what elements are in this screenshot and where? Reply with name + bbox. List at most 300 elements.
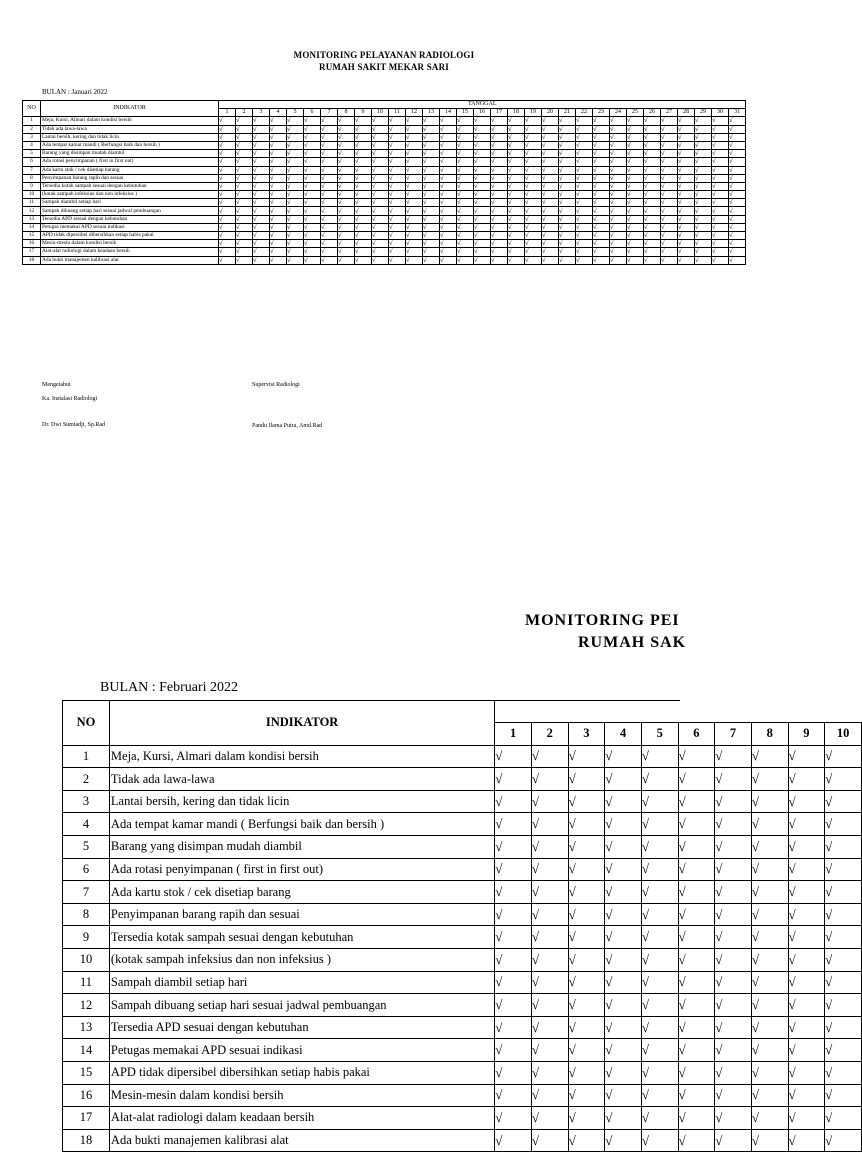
check-cell: √ xyxy=(474,199,491,207)
indicator-text: Sampah dibuang setiap hari sesuai jadwal pembuangan xyxy=(41,207,219,215)
check-cell: √ xyxy=(610,232,627,240)
check-cell: √ xyxy=(661,133,678,141)
check-cell: √ xyxy=(508,158,525,166)
check-cell: √ xyxy=(610,125,627,133)
check-cell: √ xyxy=(389,174,406,182)
check-cell: √ xyxy=(788,994,825,1017)
check-cell: √ xyxy=(287,191,304,199)
check-cell: √ xyxy=(715,971,752,994)
check-cell: √ xyxy=(542,133,559,141)
check-cell: √ xyxy=(712,182,729,190)
check-cell: √ xyxy=(531,790,568,813)
page-title-line2: RUMAH SAKIT MEKAR SARI xyxy=(319,62,449,72)
check-cell: √ xyxy=(542,191,559,199)
check-cell: √ xyxy=(605,1129,642,1152)
check-cell: √ xyxy=(372,133,389,141)
check-cell: √ xyxy=(678,1107,715,1130)
check-cell: √ xyxy=(678,248,695,256)
check-cell: √ xyxy=(525,240,542,248)
check-cell: √ xyxy=(270,207,287,215)
check-cell: √ xyxy=(751,1084,788,1107)
row-number: 3 xyxy=(63,790,110,813)
check-cell: √ xyxy=(825,1129,862,1152)
check-cell: √ xyxy=(495,1016,532,1039)
check-cell: √ xyxy=(593,232,610,240)
check-cell: √ xyxy=(457,199,474,207)
check-cell: √ xyxy=(729,182,746,190)
check-cell: √ xyxy=(644,232,661,240)
row-number: 10 xyxy=(23,191,41,199)
check-cell: √ xyxy=(568,745,605,768)
check-cell: √ xyxy=(508,215,525,223)
row-number: 6 xyxy=(63,858,110,881)
check-cell: √ xyxy=(661,232,678,240)
check-cell: √ xyxy=(712,215,729,223)
check-cell: √ xyxy=(338,215,355,223)
check-cell: √ xyxy=(321,117,338,125)
check-cell: √ xyxy=(678,117,695,125)
check-cell: √ xyxy=(576,166,593,174)
check-cell: √ xyxy=(474,248,491,256)
indicator-text: Sampah diambil setiap hari xyxy=(109,971,494,994)
check-cell: √ xyxy=(593,191,610,199)
check-cell: √ xyxy=(525,248,542,256)
signature-right-name: Pandu Ilama Putra, Amd.Rad xyxy=(252,423,323,429)
day-header: 22 xyxy=(576,109,593,117)
row-number: 5 xyxy=(23,150,41,158)
day-header: 6 xyxy=(304,109,321,117)
check-cell: √ xyxy=(627,174,644,182)
check-cell: √ xyxy=(712,125,729,133)
check-cell: √ xyxy=(610,223,627,231)
check-cell: √ xyxy=(825,768,862,791)
check-cell: √ xyxy=(678,813,715,836)
check-cell: √ xyxy=(253,141,270,149)
check-cell: √ xyxy=(788,1016,825,1039)
check-cell: √ xyxy=(729,215,746,223)
check-cell: √ xyxy=(236,199,253,207)
check-cell: √ xyxy=(641,768,678,791)
check-cell: √ xyxy=(474,117,491,125)
check-cell: √ xyxy=(423,150,440,158)
check-cell: √ xyxy=(788,971,825,994)
table-row xyxy=(23,182,746,190)
check-cell: √ xyxy=(406,232,423,240)
check-cell: √ xyxy=(495,1039,532,1062)
check-cell: √ xyxy=(321,125,338,133)
check-cell: √ xyxy=(678,166,695,174)
check-cell: √ xyxy=(678,182,695,190)
check-cell: √ xyxy=(644,166,661,174)
check-cell: √ xyxy=(457,248,474,256)
indicator-text: Lantai bersih, kering dan tidak licin xyxy=(109,790,494,813)
check-cell: √ xyxy=(338,141,355,149)
check-cell: √ xyxy=(304,182,321,190)
check-cell: √ xyxy=(661,150,678,158)
check-cell: √ xyxy=(825,790,862,813)
row-number: 8 xyxy=(23,174,41,182)
check-cell: √ xyxy=(423,141,440,149)
row-number: 11 xyxy=(23,199,41,207)
page-januari xyxy=(0,0,768,480)
check-cell: √ xyxy=(253,223,270,231)
check-cell: √ xyxy=(253,133,270,141)
check-cell: √ xyxy=(593,150,610,158)
check-cell: √ xyxy=(304,150,321,158)
check-cell: √ xyxy=(321,207,338,215)
check-cell: √ xyxy=(627,117,644,125)
check-cell: √ xyxy=(610,191,627,199)
check-cell: √ xyxy=(712,158,729,166)
day-header: 27 xyxy=(661,109,678,117)
check-cell: √ xyxy=(559,232,576,240)
check-cell: √ xyxy=(678,215,695,223)
check-cell: √ xyxy=(644,256,661,264)
check-cell: √ xyxy=(287,199,304,207)
check-cell: √ xyxy=(287,125,304,133)
table-row xyxy=(63,1016,862,1039)
check-cell: √ xyxy=(406,256,423,264)
indicator-text: Ada rotasi penyimpanan ( first in first out) xyxy=(41,158,219,166)
check-cell: √ xyxy=(253,158,270,166)
table-row xyxy=(63,858,862,881)
check-cell: √ xyxy=(531,858,568,881)
check-cell: √ xyxy=(474,207,491,215)
check-cell: √ xyxy=(270,240,287,248)
check-cell: √ xyxy=(712,223,729,231)
check-cell: √ xyxy=(715,1084,752,1107)
check-cell: √ xyxy=(219,133,236,141)
check-cell: √ xyxy=(605,926,642,949)
check-cell: √ xyxy=(236,248,253,256)
check-cell: √ xyxy=(219,166,236,174)
check-cell: √ xyxy=(525,158,542,166)
check-cell: √ xyxy=(678,223,695,231)
check-cell: √ xyxy=(641,949,678,972)
indicator-text: Petugas memakai APD sesuai indikasi xyxy=(41,223,219,231)
check-cell: √ xyxy=(321,191,338,199)
check-cell: √ xyxy=(695,166,712,174)
check-cell: √ xyxy=(542,150,559,158)
check-cell: √ xyxy=(219,174,236,182)
check-cell: √ xyxy=(593,125,610,133)
check-cell: √ xyxy=(355,141,372,149)
check-cell: √ xyxy=(712,174,729,182)
check-cell: √ xyxy=(495,836,532,859)
check-cell: √ xyxy=(644,150,661,158)
check-cell: √ xyxy=(695,141,712,149)
day-header: 2 xyxy=(236,109,253,117)
check-cell: √ xyxy=(495,1129,532,1152)
table-row xyxy=(23,256,746,264)
check-cell: √ xyxy=(355,158,372,166)
check-cell: √ xyxy=(495,881,532,904)
table-row xyxy=(63,1129,862,1152)
day-header: 4 xyxy=(605,723,642,746)
check-cell: √ xyxy=(423,182,440,190)
indicator-text: Lantai bersih, kering dan tidak licin xyxy=(41,133,219,141)
check-cell: √ xyxy=(715,768,752,791)
indicator-text: Tidak ada lawa-lawa xyxy=(41,125,219,133)
check-cell: √ xyxy=(440,240,457,248)
check-cell: √ xyxy=(661,256,678,264)
check-cell: √ xyxy=(568,836,605,859)
check-cell: √ xyxy=(253,207,270,215)
check-cell: √ xyxy=(219,223,236,231)
row-number: 6 xyxy=(23,158,41,166)
table-row xyxy=(63,926,862,949)
check-cell: √ xyxy=(751,858,788,881)
row-number: 18 xyxy=(63,1129,110,1152)
day-header: 9 xyxy=(355,109,372,117)
check-cell: √ xyxy=(440,125,457,133)
check-cell: √ xyxy=(788,858,825,881)
indicator-text: Ada rotasi penyimpanan ( first in first out) xyxy=(109,858,494,881)
table-row xyxy=(63,949,862,972)
check-cell: √ xyxy=(287,158,304,166)
check-cell: √ xyxy=(270,223,287,231)
check-cell: √ xyxy=(751,926,788,949)
day-header: 24 xyxy=(610,109,627,117)
check-cell: √ xyxy=(531,994,568,1017)
check-cell: √ xyxy=(678,1062,715,1085)
check-cell: √ xyxy=(270,256,287,264)
monitoring-table-februari xyxy=(62,700,862,1152)
check-cell: √ xyxy=(559,150,576,158)
check-cell: √ xyxy=(253,125,270,133)
check-cell: √ xyxy=(253,182,270,190)
check-cell: √ xyxy=(508,125,525,133)
check-cell: √ xyxy=(457,256,474,264)
check-cell: √ xyxy=(605,971,642,994)
check-cell: √ xyxy=(542,215,559,223)
check-cell: √ xyxy=(542,141,559,149)
table-row xyxy=(63,813,862,836)
check-cell: √ xyxy=(338,182,355,190)
check-cell: √ xyxy=(219,150,236,158)
check-cell: √ xyxy=(661,125,678,133)
check-cell: √ xyxy=(568,949,605,972)
check-cell: √ xyxy=(531,1039,568,1062)
check-cell: √ xyxy=(627,182,644,190)
check-cell: √ xyxy=(627,150,644,158)
indicator-text: Barang yang disimpan mudah diambil xyxy=(41,150,219,158)
table-row xyxy=(23,232,746,240)
check-cell: √ xyxy=(495,858,532,881)
indicator-text: Penyimpanan barang rapih dan sesuai xyxy=(41,174,219,182)
check-cell: √ xyxy=(287,117,304,125)
check-cell: √ xyxy=(695,182,712,190)
indicator-text: Tidak ada lawa-lawa xyxy=(109,768,494,791)
check-cell: √ xyxy=(644,125,661,133)
check-cell: √ xyxy=(751,1039,788,1062)
table-row xyxy=(63,994,862,1017)
check-cell: √ xyxy=(525,125,542,133)
check-cell: √ xyxy=(495,949,532,972)
check-cell: √ xyxy=(641,1039,678,1062)
check-cell: √ xyxy=(355,232,372,240)
day-header: 14 xyxy=(440,109,457,117)
check-cell: √ xyxy=(568,926,605,949)
check-cell: √ xyxy=(715,836,752,859)
check-cell: √ xyxy=(474,133,491,141)
check-cell: √ xyxy=(678,150,695,158)
check-cell: √ xyxy=(559,207,576,215)
check-cell: √ xyxy=(525,256,542,264)
check-cell: √ xyxy=(678,191,695,199)
check-cell: √ xyxy=(661,223,678,231)
check-cell: √ xyxy=(457,133,474,141)
check-cell: √ xyxy=(641,745,678,768)
row-number: 13 xyxy=(23,215,41,223)
day-header: 8 xyxy=(751,723,788,746)
check-cell: √ xyxy=(389,182,406,190)
check-cell: √ xyxy=(576,141,593,149)
check-cell: √ xyxy=(423,223,440,231)
check-cell: √ xyxy=(355,182,372,190)
check-cell: √ xyxy=(423,199,440,207)
check-cell: √ xyxy=(423,125,440,133)
check-cell: √ xyxy=(491,182,508,190)
row-number: 4 xyxy=(23,141,41,149)
check-cell: √ xyxy=(525,223,542,231)
row-number: 16 xyxy=(63,1084,110,1107)
check-cell: √ xyxy=(678,1129,715,1152)
check-cell: √ xyxy=(542,232,559,240)
check-cell: √ xyxy=(338,199,355,207)
check-cell: √ xyxy=(304,207,321,215)
check-cell: √ xyxy=(712,199,729,207)
check-cell: √ xyxy=(641,1084,678,1107)
check-cell: √ xyxy=(219,125,236,133)
check-cell: √ xyxy=(287,256,304,264)
check-cell: √ xyxy=(825,926,862,949)
check-cell: √ xyxy=(605,1039,642,1062)
day-header: 31 xyxy=(729,109,746,117)
check-cell: √ xyxy=(219,207,236,215)
date-header-top-border xyxy=(412,700,680,701)
check-cell: √ xyxy=(495,768,532,791)
check-cell: √ xyxy=(508,182,525,190)
table-row xyxy=(23,215,746,223)
check-cell: √ xyxy=(593,117,610,125)
check-cell: √ xyxy=(644,207,661,215)
check-cell: √ xyxy=(508,256,525,264)
check-cell: √ xyxy=(788,949,825,972)
table-row xyxy=(23,223,746,231)
check-cell: √ xyxy=(593,166,610,174)
check-cell: √ xyxy=(568,1016,605,1039)
check-cell: √ xyxy=(568,903,605,926)
check-cell: √ xyxy=(788,745,825,768)
check-cell: √ xyxy=(568,994,605,1017)
check-cell: √ xyxy=(491,191,508,199)
check-cell: √ xyxy=(525,166,542,174)
check-cell: √ xyxy=(219,182,236,190)
check-cell: √ xyxy=(270,215,287,223)
check-cell: √ xyxy=(270,141,287,149)
check-cell: √ xyxy=(729,191,746,199)
check-cell: √ xyxy=(457,240,474,248)
check-cell: √ xyxy=(559,215,576,223)
check-cell: √ xyxy=(270,174,287,182)
check-cell: √ xyxy=(355,125,372,133)
check-cell: √ xyxy=(593,240,610,248)
check-cell: √ xyxy=(568,881,605,904)
check-cell: √ xyxy=(508,141,525,149)
check-cell: √ xyxy=(678,125,695,133)
check-cell: √ xyxy=(559,174,576,182)
check-cell: √ xyxy=(678,174,695,182)
check-cell: √ xyxy=(715,994,752,1017)
check-cell: √ xyxy=(474,191,491,199)
check-cell: √ xyxy=(321,150,338,158)
check-cell: √ xyxy=(729,248,746,256)
check-cell: √ xyxy=(644,223,661,231)
check-cell: √ xyxy=(219,232,236,240)
check-cell: √ xyxy=(304,232,321,240)
check-cell: √ xyxy=(287,240,304,248)
check-cell: √ xyxy=(559,166,576,174)
check-cell: √ xyxy=(627,248,644,256)
day-header: 11 xyxy=(389,109,406,117)
check-cell: √ xyxy=(729,232,746,240)
day-header: 7 xyxy=(715,723,752,746)
check-cell: √ xyxy=(338,240,355,248)
table-row xyxy=(63,1084,862,1107)
check-cell: √ xyxy=(372,166,389,174)
check-cell: √ xyxy=(270,248,287,256)
check-cell: √ xyxy=(678,971,715,994)
check-cell: √ xyxy=(576,248,593,256)
check-cell: √ xyxy=(525,199,542,207)
check-cell: √ xyxy=(253,117,270,125)
check-cell: √ xyxy=(559,182,576,190)
check-cell: √ xyxy=(593,174,610,182)
check-cell: √ xyxy=(236,182,253,190)
check-cell: √ xyxy=(423,133,440,141)
day-header: 1 xyxy=(219,109,236,117)
check-cell: √ xyxy=(321,182,338,190)
check-cell: √ xyxy=(593,215,610,223)
check-cell: √ xyxy=(423,215,440,223)
check-cell: √ xyxy=(457,117,474,125)
check-cell: √ xyxy=(531,1016,568,1039)
check-cell: √ xyxy=(491,207,508,215)
check-cell: √ xyxy=(605,1062,642,1085)
check-cell: √ xyxy=(219,215,236,223)
check-cell: √ xyxy=(531,1129,568,1152)
table-row xyxy=(23,174,746,182)
check-cell: √ xyxy=(825,881,862,904)
check-cell: √ xyxy=(542,158,559,166)
check-cell: √ xyxy=(423,166,440,174)
check-cell: √ xyxy=(678,240,695,248)
table-row xyxy=(63,881,862,904)
check-cell: √ xyxy=(389,207,406,215)
check-cell: √ xyxy=(644,158,661,166)
check-cell: √ xyxy=(355,248,372,256)
check-cell: √ xyxy=(610,199,627,207)
check-cell: √ xyxy=(338,133,355,141)
check-cell: √ xyxy=(605,790,642,813)
check-cell: √ xyxy=(751,1062,788,1085)
table-row xyxy=(63,1107,862,1130)
check-cell: √ xyxy=(304,256,321,264)
check-cell: √ xyxy=(236,141,253,149)
check-cell: √ xyxy=(270,166,287,174)
check-cell: √ xyxy=(788,1084,825,1107)
